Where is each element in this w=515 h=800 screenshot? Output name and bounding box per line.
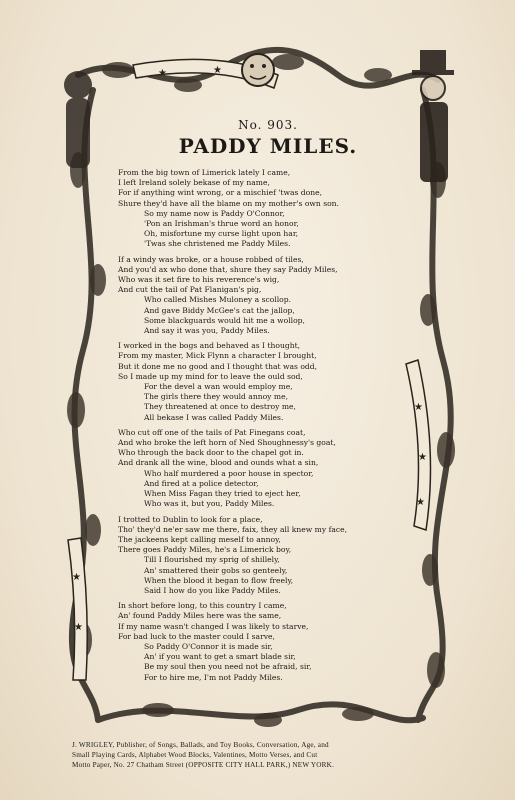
lyric-line: In short before long, to this country I came,	[118, 601, 287, 611]
imprint-line: Motto Paper, No. 27 Chatham Street (OPPOSITE CITY HALL PARK,) NEW YORK.	[72, 761, 335, 769]
lyric-line: So my name now is Paddy O'Connor,	[144, 208, 285, 218]
lyrics	[118, 168, 418, 683]
imprint-line: Small Playing Cards, Alphabet Wood Blocks, Valentines, Motto Verses, and Cut	[72, 751, 318, 759]
lyric-line: I worked in the bogs and behaved as I thought,	[118, 341, 301, 351]
lyric-line: If my name wasn't changed I was likely to starve,	[118, 621, 309, 631]
svg-text:★: ★	[74, 622, 83, 633]
lyric-line: Said I how do you like Paddy Miles.	[144, 585, 281, 595]
lyric-line: And drank all the wine, blood and ounds what a sin,	[118, 458, 319, 468]
lyric-line: I left Ireland solely bekase of my name,	[118, 178, 270, 188]
lyric-line: And who broke the left horn of Ned Shoughnessy's goat,	[118, 438, 336, 448]
lyric-line: For the devel a wan would employ me,	[144, 382, 293, 392]
lyric-line: An' found Paddy Miles here was the same,	[118, 611, 282, 621]
lyric-line: Who was it, but you, Paddy Miles.	[144, 499, 275, 509]
lyric-line: For bad luck to the master could I sarve,	[118, 631, 275, 641]
lyric-line: For if anything wint wrong, or a mischief 'twas done,	[118, 188, 323, 198]
lyric-line: All bekase I was called Paddy Miles.	[144, 412, 284, 422]
stanza	[118, 168, 418, 250]
lyric-line: Who half murdered a poor house in spector,	[144, 468, 314, 478]
lyric-line: When the blood it began to flow freely,	[144, 575, 294, 585]
svg-text:★: ★	[418, 452, 427, 463]
lyric-line: And you'd ax who done that, shure they say Paddy Miles,	[118, 264, 338, 274]
lyric-line: For to hire me, I'm not Paddy Miles.	[144, 672, 283, 682]
stanza	[118, 428, 418, 510]
svg-text:★: ★	[213, 65, 222, 76]
lyric-line: I trotted to Dublin to look for a place,	[118, 514, 263, 524]
lyric-line: Be my soul then you need not be afraid, sir,	[144, 662, 312, 672]
lyric-line: Oh, misfortune my curse light upon har,	[144, 229, 299, 239]
lyric-line: Who was it set fire to his reverence's wig,	[118, 275, 280, 285]
svg-text:★: ★	[414, 402, 423, 413]
song-number: No. 903.	[238, 118, 298, 132]
lyric-line: The jackeens kept calling meself to annoy,	[118, 534, 281, 544]
svg-text:★: ★	[416, 497, 425, 508]
song-content	[118, 118, 418, 688]
lyric-line: Tho' they'd ne'er saw me there, faix, they all knew my face,	[118, 524, 348, 534]
lyric-line: If a windy was broke, or a house robbed of tiles,	[118, 254, 304, 264]
lyric-line: 'Twas she christened me Paddy Miles.	[144, 239, 291, 249]
stanza	[118, 341, 418, 423]
stanza	[118, 515, 418, 597]
song-title: PADDY MILES.	[178, 134, 358, 158]
lyric-line: So I made up my mind for to leave the ould sod,	[118, 371, 303, 381]
lyric-line: And say it was you, Paddy Miles.	[144, 326, 270, 336]
lyric-line: 'Pon an Irishman's thrue word an honor,	[144, 219, 299, 229]
lyric-line: So Paddy O'Connor it is made sir,	[144, 641, 273, 651]
lyric-line: From my master, Mick Flynn a character I brought,	[118, 351, 317, 361]
lyric-line: From the big town of Limerick lately I came,	[118, 168, 291, 177]
lyric-line: Who through the back door to the chapel got in.	[118, 448, 304, 458]
lyric-line: Till I flourished my sprig of shillely,	[144, 555, 280, 565]
lyric-line: When Miss Fagan they tried to eject her,	[144, 489, 301, 499]
stanza	[118, 601, 418, 683]
lyric-line: There goes Paddy Miles, he's a Limerick boy,	[118, 545, 292, 555]
stanza	[118, 255, 418, 337]
imprint-line: J. WRIGLEY, Publisher, of Songs, Ballads, and Toy Books, Conversation, Age, and	[72, 741, 329, 749]
svg-text:★: ★	[72, 572, 81, 583]
lyric-line: An' if you want to get a smart blade sir,	[144, 652, 296, 662]
lyric-line: And gave Biddy McGee's cat the jallop,	[144, 305, 295, 315]
lyric-line: An' smattered their gobs so genteely,	[144, 565, 288, 575]
publisher-imprint	[72, 740, 452, 770]
lyric-line: Who called Mishes Muloney a scollop.	[144, 295, 292, 305]
lyric-line: But it done me no good and I thought that was odd,	[118, 361, 318, 371]
lyric-line: And fired at a police detector,	[144, 478, 259, 488]
lyric-line: And cut the tail of Pat Flanigan's pig,	[118, 285, 262, 295]
lyric-line: The girls there they would annoy me,	[144, 392, 288, 402]
lyric-line: They threatened at once to destroy me,	[144, 402, 296, 412]
lyric-line: Shure they'd have all the blame on my mother's own son.	[118, 198, 339, 208]
lyric-line: Who cut off one of the tails of Pat Finegans coat,	[118, 427, 306, 437]
lyric-line: Some blackguards would hit me a wollop,	[144, 315, 305, 325]
svg-text:★: ★	[158, 68, 167, 79]
